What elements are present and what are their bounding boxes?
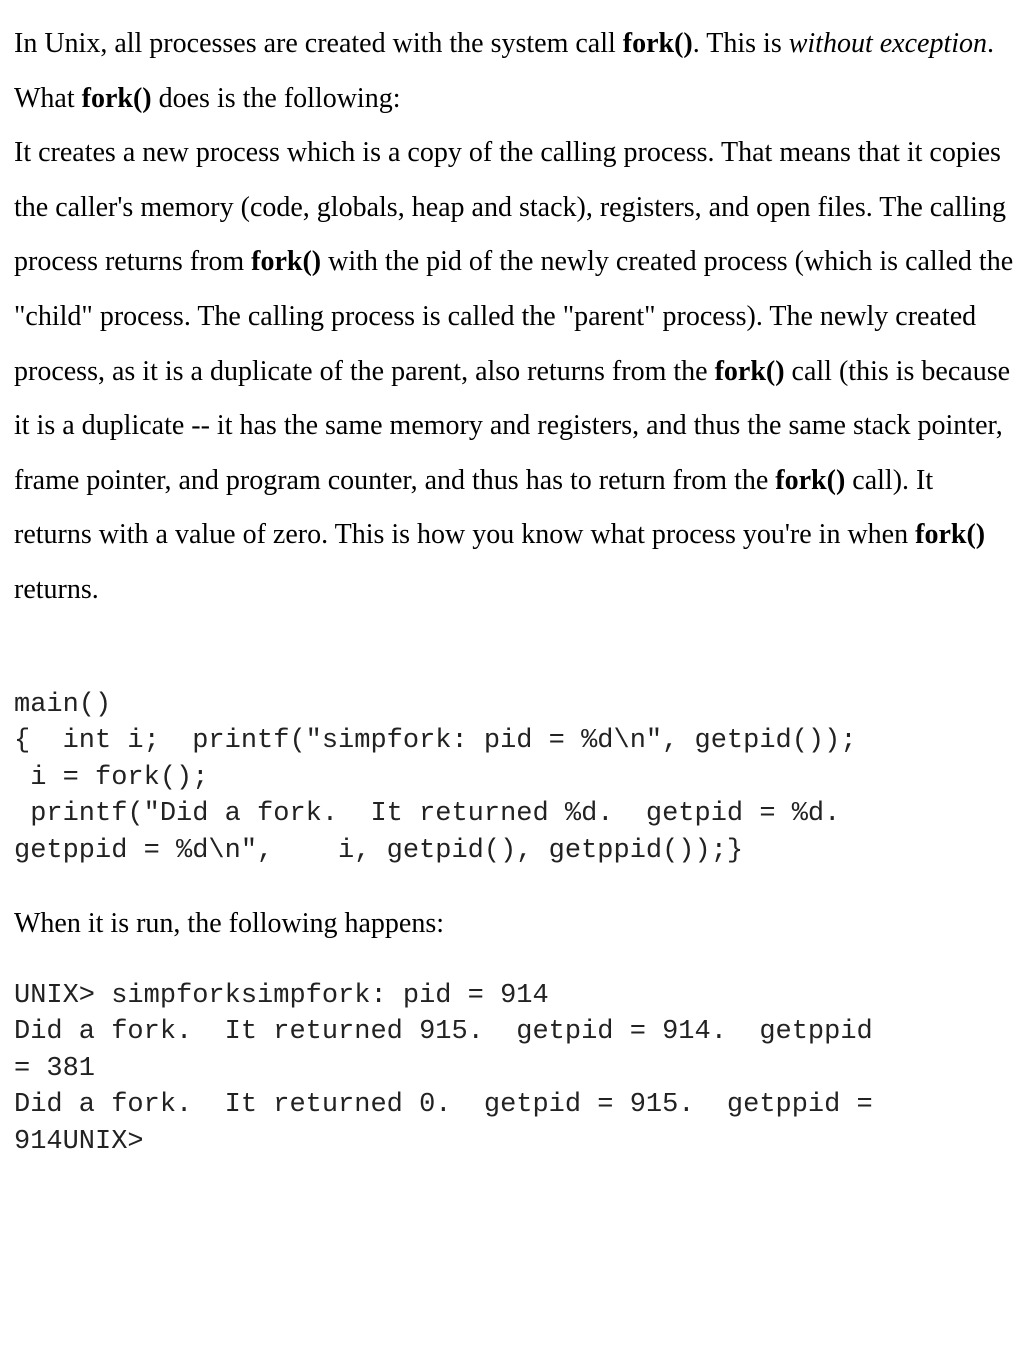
code-line: i = fork(); <box>14 762 209 793</box>
code-line: { int i; printf("simpfork: pid = %d\n", getpid()); <box>14 726 857 757</box>
output-line: 914UNIX> <box>14 1126 144 1157</box>
body-text-4: call). It returns with a value of zero. This is how you know what process you're in when <box>14 464 934 551</box>
body-text-1: It creates a new process which is a copy of the calling process. That means that it copies the caller's memory (code, globals, heap and stack), registers, and open files. The calling process returns from <box>14 137 1006 278</box>
intro-text-4: does is the following: <box>151 82 401 114</box>
intro-text-1: In Unix, all processes are created with the system call <box>14 28 623 59</box>
fork-term: fork() <box>775 464 846 496</box>
output-line: UNIX> simpforksimpfork: pid = 914 <box>14 981 549 1011</box>
fork-term: fork() <box>251 246 322 278</box>
fork-term: fork() <box>81 82 152 114</box>
body-text-3: call (this is because it is a duplicate -- it has the same memory and registers, and thus the same stack pointer, frame pointer, and program counter, and thus has to return from the <box>14 355 1011 496</box>
terminal-output <box>14 978 873 1160</box>
body-text-2: with the pid of the newly created process (which is called the "child" process. The calling process is called the "parent" process). The newly created process, as it is a duplicate of the parent, also returns from the <box>14 246 1014 387</box>
run-intro-text: When it is run, the following happens: <box>14 908 445 939</box>
output-line: = 381 <box>14 1053 96 1084</box>
output-line: Did a fork. It returned 915. getpid = 914. getppid <box>14 1017 873 1048</box>
code-listing-simpfork <box>14 687 857 869</box>
code-line: getppid = %d\n", i, getpid(), getppid());} <box>14 835 744 866</box>
output-line: Did a fork. It returned 0. getpid = 915. getppid = <box>14 1090 873 1121</box>
body-text-5: returns. <box>14 573 99 605</box>
fork-term: fork() <box>622 28 693 59</box>
intro-text-3: . What <box>14 28 995 114</box>
fork-term: fork() <box>714 355 785 387</box>
code-line: main() <box>14 690 112 720</box>
intro-paragraph <box>14 17 1014 126</box>
fork-term: fork() <box>915 519 986 551</box>
code-line: printf("Did a fork. It returned %d. getpid = %d. <box>14 799 841 830</box>
intro-text-2: . This is <box>692 28 789 59</box>
emphasis-without-exception: without exception <box>788 28 988 59</box>
fork-explanation-paragraph <box>14 126 1014 617</box>
document-page <box>14 0 1014 1157</box>
